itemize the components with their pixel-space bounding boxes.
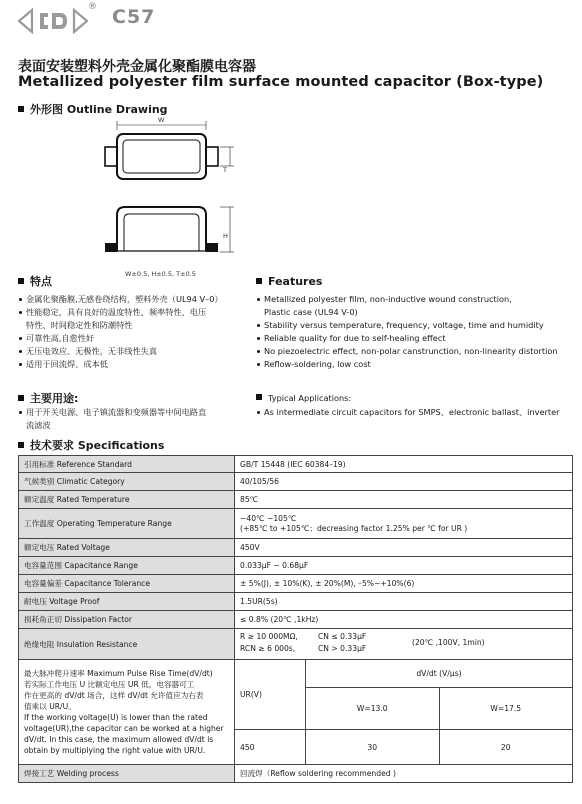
applications-cn-list [18, 406, 248, 432]
list-item: 适用于回流焊、成本低 [18, 358, 243, 371]
spec-value: GB/T 15448 (IEC 60384–19) [235, 456, 573, 473]
spec-label: 引用标准 Reference Standard [19, 456, 235, 473]
pulse-label-line: dV/dt. In this case, the maximum allowed dV/dt is [24, 735, 214, 744]
dvdt-header: dV/dt (V/μs) [306, 660, 573, 688]
brand-logo [18, 8, 88, 34]
spec-label: 额定温度 Rated Temperature [19, 491, 235, 509]
title-cn: 表面安装塑料外壳金属化聚酯膜电容器 [18, 59, 256, 75]
insulation-condition: (20℃ ,100V, 1min) [412, 638, 485, 647]
spec-label: 电容量范围 Capacitance Range [19, 557, 235, 575]
bullet-square-icon [18, 442, 24, 448]
list-item: 特性、时间稳定性和防潮特性 [26, 320, 133, 330]
list-item: Metallized polyester film, non-inductive wound construction, [256, 293, 578, 306]
title-en: Metallized polyester film surface mounted capacitor (Box-type) [18, 74, 544, 90]
pulse-label-line: 最大脉冲爬升速率 Maximum Pulse Rise Time(dV/dt) [24, 669, 213, 678]
list-item: Reflow-soldering, low cost [256, 358, 578, 371]
list-item: 流滤波 [26, 420, 51, 430]
pulse-label-line: If the working voltage(U) is lower than the rated [24, 713, 208, 722]
spec-label: 损耗角正切 Dissipation Factor [19, 611, 235, 629]
registered-mark: ® [88, 2, 97, 12]
pulse-label-line: voltage(UR),the capacitor can be worked at a higher [24, 724, 224, 733]
table-row [19, 660, 573, 688]
spec-value: 0.033μF ~ 0.68μF [235, 557, 573, 575]
ur-value: 450 [235, 730, 306, 765]
table-row [19, 593, 573, 611]
spec-value-line: −40℃ ~105℃ [240, 513, 297, 523]
dim-h-label: H [223, 232, 228, 240]
spec-value [235, 509, 573, 539]
table-row [19, 491, 573, 509]
table-row [19, 456, 573, 473]
features-cn-heading: 特点 [18, 273, 52, 289]
table-row [19, 473, 573, 491]
dvdt-value: 30 [306, 730, 440, 765]
list-item: As intermediate circuit capacitors for SMPS、electronic ballast、inverter [256, 406, 578, 419]
spec-value: 40/105/56 [235, 473, 573, 491]
model-number: C57 [112, 6, 156, 28]
features-en-list [256, 293, 578, 371]
features-en-heading: Features [256, 275, 322, 288]
dim-w-label: W [158, 116, 165, 124]
table-row [19, 509, 573, 539]
specs-table [18, 455, 573, 783]
outline-heading: 外形图 Outline Drawing [18, 101, 168, 117]
pulse-label-line: obtain by multiplying the right value with UR/U. [24, 746, 206, 755]
spec-value: 1.5UR(5s) [235, 593, 573, 611]
insulation-cn-le: CN ≤ 0.33μF [318, 632, 367, 641]
pulse-label [19, 660, 235, 765]
spec-value: 450V [235, 539, 573, 557]
width-17-5-header: W=17.5 [439, 688, 573, 730]
table-row [19, 557, 573, 575]
applications-en-heading: Typical Applications: [256, 393, 351, 403]
bullet-square-icon [256, 278, 262, 284]
table-row [19, 765, 573, 783]
spec-label: 耐电压 Voltage Proof [19, 593, 235, 611]
insulation-r: R ≥ 10 000MΩ, [240, 632, 298, 641]
insulation-cn-gt: CN > 0.33μF [318, 644, 367, 653]
pulse-label-line: 若实际工作电压 U 比额定电压 UR 低，电容器可工 [24, 680, 195, 689]
outline-drawing [100, 116, 245, 266]
list-item: 性能稳定，具有良好的温度特性、频率特性、电压 [18, 306, 243, 319]
spec-value-line: (+85℃ to +105℃；decreasing factor 1.25% per ℃ for UR ) [240, 523, 468, 533]
table-row [19, 611, 573, 629]
bullet-square-icon [256, 394, 262, 400]
bullet-square-icon [18, 106, 24, 112]
spec-value: ≤ 0.8% (20℃ ,1kHz) [235, 611, 573, 629]
spec-label: 气候类别 Climatic Category [19, 473, 235, 491]
spec-label: 工作温度 Operating Temperature Range [19, 509, 235, 539]
spec-label: 绝缘电阻 Insulation Resistance [19, 629, 235, 660]
spec-value: 85℃ [235, 491, 573, 509]
ur-header: UR(V) [235, 660, 306, 730]
spec-value: ± 5%(J), ± 10%(K), ± 20%(M), –5%~+10%(6) [235, 575, 573, 593]
tolerance-note: W±0.5, H±0.5, T±0.5 [125, 270, 196, 278]
table-row [19, 629, 573, 660]
spec-label: 焊接工艺 Welding process [19, 765, 235, 783]
list-item: Plastic case (UL94 V-0) [264, 307, 358, 317]
applications-cn-heading: 主要用途: [18, 390, 78, 406]
table-row [19, 575, 573, 593]
list-item: 无压电效应、无极性，无非线性失真 [18, 345, 243, 358]
pulse-label-line: 作在更高的 dV/dt 场合，这样 dV/dt 允许值应为右表 [24, 691, 204, 700]
list-item: 可靠性高,自愈性好 [18, 332, 243, 345]
bullet-square-icon [18, 395, 24, 401]
spec-value: 回流焊（Reflow soldering recommended ) [235, 765, 573, 783]
spec-value [235, 629, 573, 660]
width-13-header: W=13.0 [306, 688, 440, 730]
list-item: Stability versus temperature, frequency, voltage, time and humidity [256, 319, 578, 332]
spec-label: 电容量偏差 Capacitance Tolerance [19, 575, 235, 593]
list-item: 用于开关电源、电子镇流器和变频器等中间电路直 [18, 406, 248, 419]
insulation-rcn: RCN ≥ 6 000s, [240, 644, 296, 653]
spec-label: 额定电压 Rated Voltage [19, 539, 235, 557]
list-item: 金属化聚酯膜,无感卷绕结构，塑料外壳（UL94 V–0） [18, 293, 243, 306]
dvdt-value: 20 [439, 730, 573, 765]
list-item: Reliable quality for due to self-healing effect [256, 332, 578, 345]
dim-t-label: T [223, 166, 227, 174]
applications-en-list [256, 406, 578, 419]
specs-heading: 技术要求 Specifications [18, 437, 164, 453]
list-item: No piezoelectric effect, non-polar canstrunction, non-linearity distortion [256, 345, 578, 358]
bullet-square-icon [18, 278, 24, 284]
pulse-label-line: 值乘以 UR/U。 [24, 702, 76, 711]
features-cn-list [18, 293, 243, 371]
table-row [19, 539, 573, 557]
